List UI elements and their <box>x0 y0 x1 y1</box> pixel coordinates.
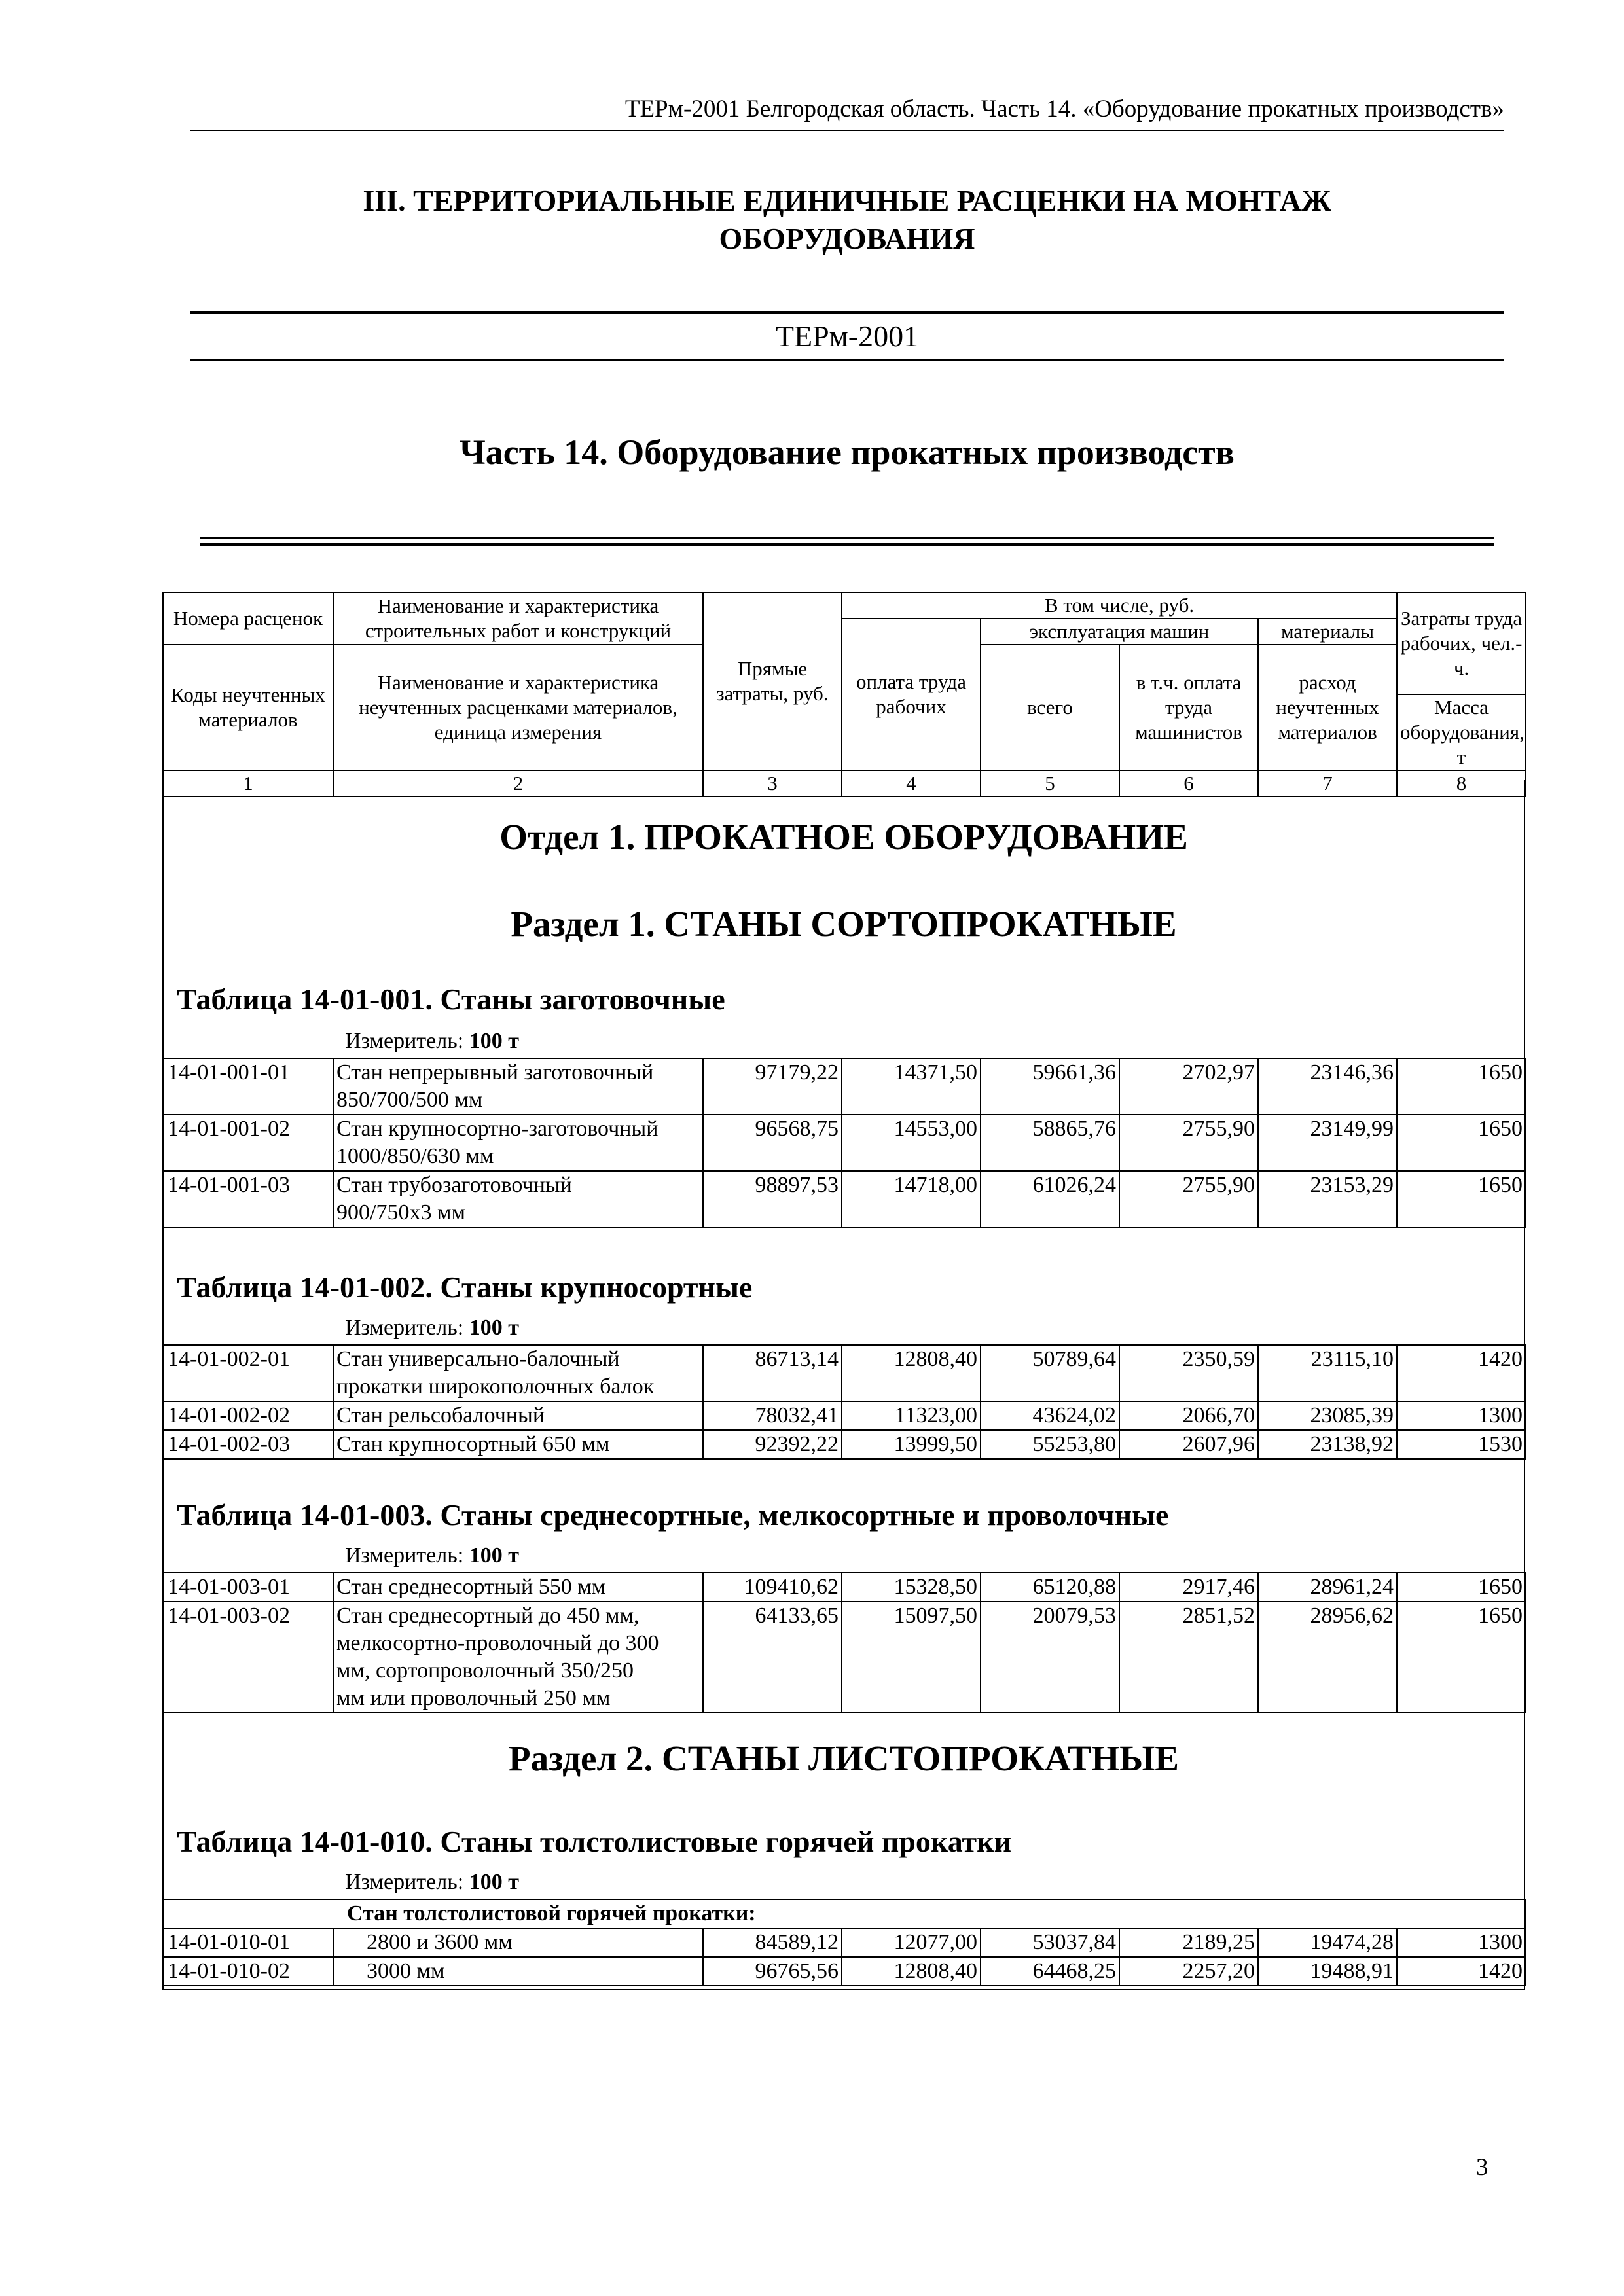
work-name-line: 900/750х3 мм <box>336 1200 465 1225</box>
value-labor: 1650 <box>1397 1171 1526 1227</box>
table-row <box>163 1115 1526 1171</box>
header-including: В том числе, руб. <box>842 592 1397 619</box>
table-row <box>163 1430 1526 1459</box>
value-labor: 1420 <box>1397 1957 1526 1986</box>
work-name <box>333 1957 703 1986</box>
table-title-2: Таблица 14-01-002. Станы крупносортные <box>177 1270 753 1304</box>
header-work-name: Наименование и характеристика строительных работ и конструкций <box>333 592 703 645</box>
table-subheader-row <box>163 1899 1526 1928</box>
value-pay: 15328,50 <box>842 1573 981 1602</box>
main-title-line2: ОБОРУДОВАНИЯ <box>719 222 975 255</box>
value-mat: 23146,36 <box>1258 1058 1397 1115</box>
rate-code: 14-01-002-03 <box>163 1430 333 1459</box>
top-rule <box>190 311 1504 314</box>
header-machinist-pay: в т.ч. оплата труда машинистов <box>1119 645 1258 770</box>
header-labor-costs: Затраты труда рабочих, чел.-ч. <box>1397 592 1526 694</box>
value-pay: 15097,50 <box>842 1602 981 1713</box>
value-labor: 1650 <box>1397 1115 1526 1171</box>
measure-label: Измеритель: <box>345 1316 464 1340</box>
value-mat: 28956,62 <box>1258 1602 1397 1713</box>
department-title: Отдел 1. ПРОКАТНОЕ ОБОРУДОВАНИЕ <box>499 817 1188 857</box>
table-subheader: Стан толстолистовой горячей прокатки: <box>163 1899 1526 1928</box>
header-machine-operation: эксплуатация машин <box>981 619 1258 645</box>
table-row <box>163 1573 1526 1602</box>
work-name-line: Стан универсально-балочный <box>336 1347 620 1371</box>
work-name <box>333 1171 703 1227</box>
value-mach: 20079,53 <box>981 1602 1119 1713</box>
page-number: 3 <box>1476 2154 1489 2181</box>
work-name-line: мм, сортопроволочный 350/250 <box>336 1659 634 1683</box>
header-materials: материалы <box>1258 619 1397 645</box>
value-mach: 65120,88 <box>981 1573 1119 1602</box>
rate-code: 14-01-002-02 <box>163 1401 333 1430</box>
work-name-line: Стан рельсобалочный <box>336 1403 545 1427</box>
value-pay: 14553,00 <box>842 1115 981 1171</box>
measure-value: 100 т <box>469 1316 519 1340</box>
rate-code: 14-01-010-02 <box>163 1957 333 1986</box>
term-label: ТЕРм-2001 <box>775 319 919 353</box>
work-name-line: 850/700/500 мм <box>336 1088 483 1112</box>
value-machinist: 2257,20 <box>1119 1957 1258 1986</box>
value-direct: 109410,62 <box>703 1573 842 1602</box>
work-name-line: Стан трубозаготовочный <box>336 1173 572 1197</box>
header-direct-costs: Прямые затраты, руб. <box>703 592 842 770</box>
running-header: ТЕРм-2001 Белгородская область. Часть 14. «Оборудование прокатных производств» <box>624 96 1504 122</box>
rates-table-2 <box>162 1344 1526 1460</box>
work-name <box>333 1345 703 1401</box>
table-row <box>163 1928 1526 1957</box>
value-mach: 53037,84 <box>981 1928 1119 1957</box>
work-name <box>333 1602 703 1713</box>
column-number-7: 7 <box>1258 770 1397 797</box>
header-machine-total: всего <box>981 645 1119 770</box>
work-name-line: Стан крупносортный 650 мм <box>336 1432 610 1456</box>
value-pay: 12808,40 <box>842 1957 981 1986</box>
work-name <box>333 1573 703 1602</box>
value-pay: 13999,50 <box>842 1430 981 1459</box>
rates-table-3 <box>162 1572 1526 1713</box>
value-machinist: 2066,70 <box>1119 1401 1258 1430</box>
rate-code: 14-01-010-01 <box>163 1928 333 1957</box>
value-mat: 23149,99 <box>1258 1115 1397 1171</box>
value-mach: 50789,64 <box>981 1345 1119 1401</box>
value-mach: 43624,02 <box>981 1401 1119 1430</box>
measure-2 <box>345 1316 519 1340</box>
work-name-line: мм или проволочный 250 мм <box>336 1686 611 1710</box>
column-number-3: 3 <box>703 770 842 797</box>
table-row <box>163 1058 1526 1115</box>
table-row <box>163 1171 1526 1227</box>
rate-code: 14-01-003-02 <box>163 1602 333 1713</box>
bottom-rule <box>190 359 1504 361</box>
header-unaccounted-consumption: расход неучтенных материалов <box>1258 645 1397 770</box>
value-direct: 86713,14 <box>703 1345 842 1401</box>
value-machinist: 2607,96 <box>1119 1430 1258 1459</box>
work-name <box>333 1928 703 1957</box>
measure-value: 100 т <box>469 1543 519 1568</box>
value-machinist: 2350,59 <box>1119 1345 1258 1401</box>
value-direct: 84589,12 <box>703 1928 842 1957</box>
rates-table-1 <box>162 1058 1526 1228</box>
value-pay: 12808,40 <box>842 1345 981 1401</box>
measure-label: Измеритель: <box>345 1543 464 1568</box>
value-machinist: 2851,52 <box>1119 1602 1258 1713</box>
part-rule-upper <box>200 537 1494 539</box>
column-number-6: 6 <box>1119 770 1258 797</box>
column-number-1: 1 <box>163 770 333 797</box>
header-unaccounted-names: Наименование и характеристика неучтенных расценками материалов, единица измерения <box>333 645 703 770</box>
section-1-title: Раздел 1. СТАНЫ СОРТОПРОКАТНЫЕ <box>511 904 1177 944</box>
rate-code: 14-01-001-01 <box>163 1058 333 1115</box>
value-labor: 1530 <box>1397 1430 1526 1459</box>
work-name <box>333 1401 703 1430</box>
header-unaccounted-codes: Коды неучтенных материалов <box>163 645 333 770</box>
table-row <box>163 1602 1526 1713</box>
value-machinist: 2755,90 <box>1119 1171 1258 1227</box>
work-name <box>333 1115 703 1171</box>
work-name <box>333 1430 703 1459</box>
value-machinist: 2189,25 <box>1119 1928 1258 1957</box>
header-rule <box>190 130 1504 131</box>
value-mach: 64468,25 <box>981 1957 1119 1986</box>
part-title: Часть 14. Оборудование прокатных производств <box>460 433 1235 472</box>
table-row <box>163 1401 1526 1430</box>
header-worker-pay: оплата труда рабочих <box>842 619 981 770</box>
measure-value: 100 т <box>469 1029 519 1053</box>
value-machinist: 2702,97 <box>1119 1058 1258 1115</box>
value-mat: 23153,29 <box>1258 1171 1397 1227</box>
column-number-5: 5 <box>981 770 1119 797</box>
rate-code: 14-01-001-02 <box>163 1115 333 1171</box>
value-mat: 19474,28 <box>1258 1928 1397 1957</box>
value-labor: 1300 <box>1397 1928 1526 1957</box>
value-mach: 59661,36 <box>981 1058 1119 1115</box>
column-number-2: 2 <box>333 770 703 797</box>
main-title <box>190 182 1504 258</box>
table-title-4: Таблица 14-01-010. Станы толстолистовые горячей прокатки <box>177 1825 1012 1858</box>
value-mat: 23085,39 <box>1258 1401 1397 1430</box>
work-name-line: Стан крупносортно-заготовочный <box>336 1117 659 1141</box>
work-name-line: 3000 мм <box>367 1959 445 1983</box>
value-labor: 1300 <box>1397 1401 1526 1430</box>
value-mach: 61026,24 <box>981 1171 1119 1227</box>
work-name-line: Стан непрерывный заготовочный <box>336 1060 654 1085</box>
value-direct: 92392,22 <box>703 1430 842 1459</box>
work-name-line: 2800 и 3600 мм <box>367 1930 513 1954</box>
header-equipment-mass: Масса оборудования, т <box>1397 694 1526 770</box>
measure-4 <box>345 1870 519 1895</box>
value-direct: 98897,53 <box>703 1171 842 1227</box>
value-machinist: 2917,46 <box>1119 1573 1258 1602</box>
value-pay: 14718,00 <box>842 1171 981 1227</box>
part-rule-lower <box>200 543 1494 546</box>
table-row <box>163 1957 1526 1986</box>
column-number-8: 8 <box>1397 770 1526 797</box>
measure-label: Измеритель: <box>345 1029 464 1053</box>
column-number-4: 4 <box>842 770 981 797</box>
measure-3 <box>345 1543 519 1568</box>
work-name <box>333 1058 703 1115</box>
table-title-3: Таблица 14-01-003. Станы среднесортные, мелкосортные и проволочные <box>177 1498 1169 1532</box>
value-labor: 1650 <box>1397 1573 1526 1602</box>
value-machinist: 2755,90 <box>1119 1115 1258 1171</box>
work-name-line: Стан среднесортный до 450 мм, <box>336 1604 640 1628</box>
measure-label: Измеритель: <box>345 1870 464 1894</box>
rate-code: 14-01-003-01 <box>163 1573 333 1602</box>
work-name-line: прокатки широкополочных балок <box>336 1374 655 1399</box>
header-rate-numbers: Номера расценок <box>163 592 333 645</box>
section-2-title: Раздел 2. СТАНЫ ЛИСТОПРОКАТНЫЕ <box>509 1738 1179 1778</box>
work-name-line: 1000/850/630 мм <box>336 1144 494 1168</box>
value-direct: 64133,65 <box>703 1602 842 1713</box>
value-mach: 58865,76 <box>981 1115 1119 1171</box>
measure-1 <box>345 1029 519 1054</box>
value-mach: 55253,80 <box>981 1430 1119 1459</box>
value-mat: 28961,24 <box>1258 1573 1397 1602</box>
rate-code: 14-01-001-03 <box>163 1171 333 1227</box>
table-title-1: Таблица 14-01-001. Станы заготовочные <box>177 982 725 1016</box>
value-pay: 14371,50 <box>842 1058 981 1115</box>
value-mat: 23138,92 <box>1258 1430 1397 1459</box>
rates-table-4 <box>162 1899 1526 1986</box>
main-title-line1: III. ТЕРРИТОРИАЛЬНЫЕ ЕДИНИЧНЫЕ РАСЦЕНКИ НА МОНТАЖ <box>363 184 1331 217</box>
value-direct: 78032,41 <box>703 1401 842 1430</box>
value-labor: 1650 <box>1397 1602 1526 1713</box>
value-direct: 96765,56 <box>703 1957 842 1986</box>
work-name-line: Стан среднесортный 550 мм <box>336 1575 606 1599</box>
value-mat: 19488,91 <box>1258 1957 1397 1986</box>
value-pay: 12077,00 <box>842 1928 981 1957</box>
value-labor: 1420 <box>1397 1345 1526 1401</box>
value-mat: 23115,10 <box>1258 1345 1397 1401</box>
rate-code: 14-01-002-01 <box>163 1345 333 1401</box>
value-labor: 1650 <box>1397 1058 1526 1115</box>
table-row <box>163 1345 1526 1401</box>
value-direct: 97179,22 <box>703 1058 842 1115</box>
value-pay: 11323,00 <box>842 1401 981 1430</box>
measure-value: 100 т <box>469 1870 519 1894</box>
value-direct: 96568,75 <box>703 1115 842 1171</box>
column-header-table <box>162 592 1526 797</box>
work-name-line: мелкосортно-проволочный до 300 <box>336 1631 659 1655</box>
